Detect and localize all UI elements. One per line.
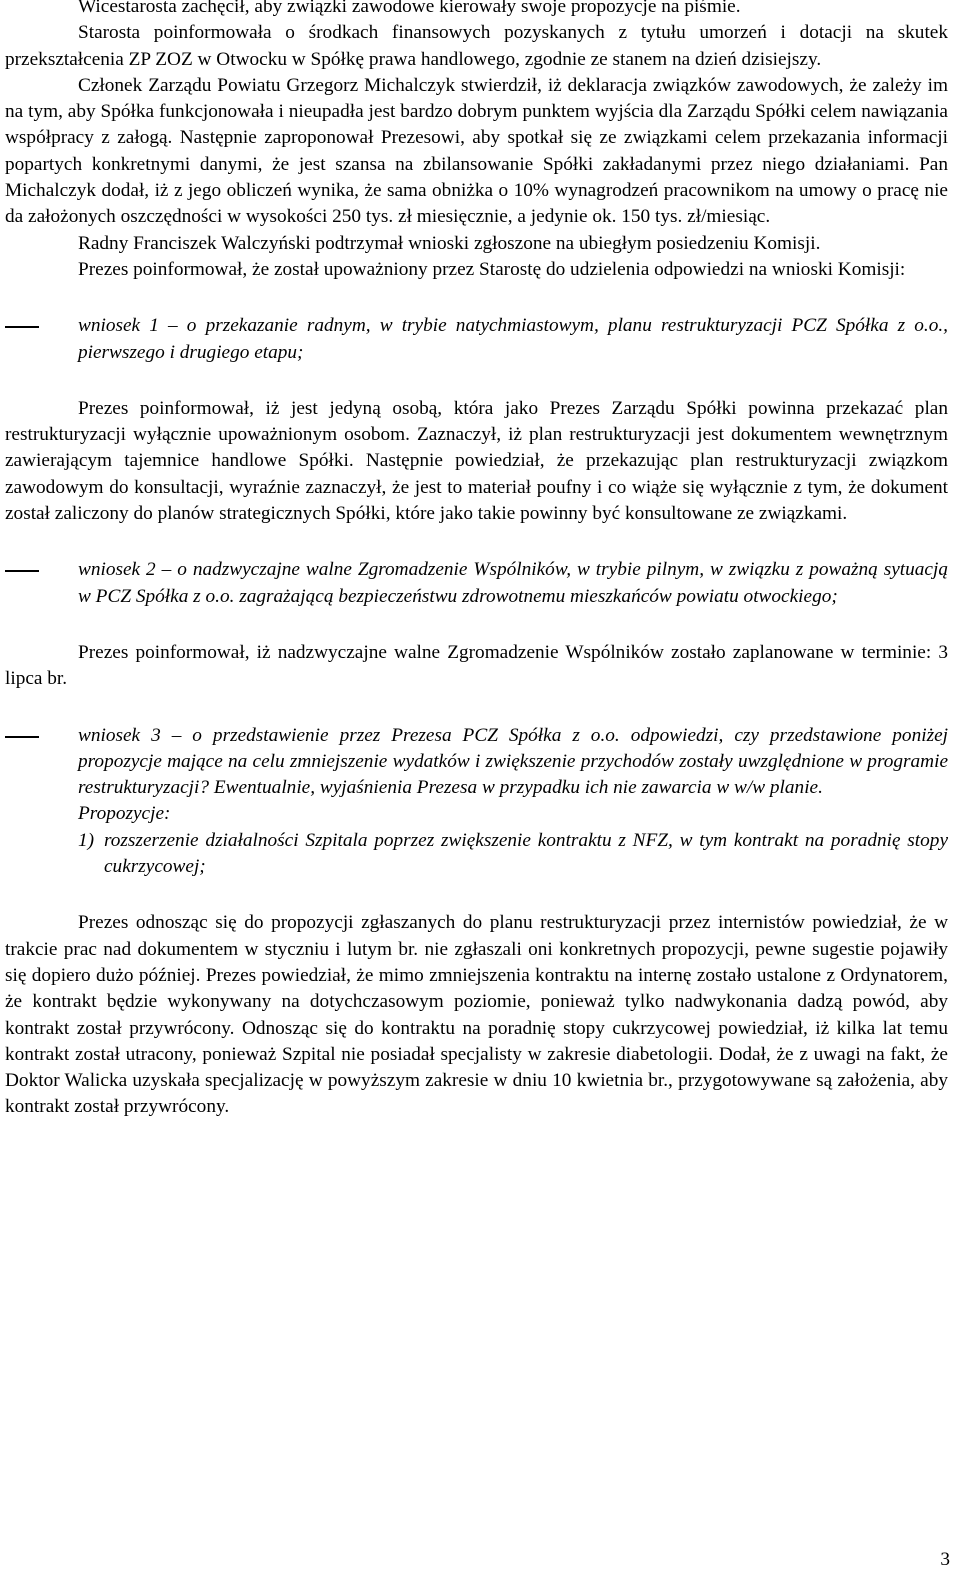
spacer xyxy=(5,693,948,723)
motion-1 xyxy=(5,313,948,366)
dash-bullet-icon xyxy=(5,736,39,738)
motion-2-text: wniosek 2 – o nadzwyczajne walne Zgromadzenie Wspólników, w trybie pilnym, w związku z poważną sytuacją w PCZ Spółka z o.o. zagrażającą bezpieczeństwu zdrowotnemu mieszkańców powiatu otwockiego; xyxy=(78,559,948,607)
spacer xyxy=(5,527,948,557)
motion-2 xyxy=(5,557,948,610)
paragraph-vice-starost: Wicestarosta zachęcił, aby związki zawodowe kierowały swoje propozycje na piśmie. xyxy=(78,0,741,17)
dash-bullet-icon xyxy=(5,326,39,328)
document-page xyxy=(5,0,948,1121)
proposal-text: rozszerzenie działalności Szpitala poprzez zwiększenie kontraktu z NFZ, w tym kontrakt na poradnię stopy cukrzycowej; xyxy=(104,829,948,878)
spacer xyxy=(5,366,948,396)
motion-1-text: wniosek 1 – o przekazanie radnym, w trybie natychmiastowym, planu restrukturyzacji PCZ Spółka z o.o., pierwszego i drugiego etapu; xyxy=(78,315,948,363)
paragraph-starost-funds: Starosta poinformowała o środkach finansowych pozyskanych z tytułu umorzeń i dotacji na skutek przekształcenia ZP ZOZ w Otwocku w Spółkę prawa handlowego, zgodnie ze stanem na dzień dzisiejszy. xyxy=(5,22,948,70)
paragraph-michalczyk: Członek Zarządu Powiatu Grzegorz Michalczyk stwierdził, iż deklaracja związków zawodowych, że zależy im na tym, aby Spółka funkcjonowała i nieupadła jest bardzo dobrym punktem wyjścia dla Zarządu Spółki celem nawiązania współpracy z załogą. Następnie zaproponował Prezesowi, aby spotkał się ze związkami celem przekazania informacji popartych konkretnymi danymi, że jest szansa na zbilansowanie Spółki zakładanymi przez niego działaniami. Pan Michalczyk dodał, iż z jego obliczeń wynika, że sama obniżka o 10% wynagrodzeń pracownikom na umowy o pracę nie da założonych oszczędności w wysokości 250 tys. zł miesięcznie, a jedynie ok. 150 tys. zł/miesiąc. xyxy=(5,74,948,228)
motion-3-proposal-1 xyxy=(78,828,948,881)
spacer xyxy=(5,610,948,640)
motion-3 xyxy=(5,723,948,881)
motion-3-text: wniosek 3 – o przedstawienie przez Prezesa PCZ Spółka z o.o. odpowiedzi, czy przedstawione poniżej propozycje mające na celu zmniejszenie wydatków i zwiększenie przychodów zostały uwzględnione w programie restrukturyzacji? Ewentualnie, wyjaśnienia Prezesa w przypadku ich nie zawarcia w w/w planie. xyxy=(78,724,948,799)
paragraph-walczynski: Radny Franciszek Walczyński podtrzymał wnioski zgłoszone na ubiegłym posiedzeniu Komisji. xyxy=(78,232,821,254)
paragraph-president-plan: Prezes poinformował, iż jest jedyną osobą, która jako Prezes Zarządu Spółki powinna przekazać plan restrukturyzacji wyłącznie upoważnionym osobom. Zaznaczył, iż plan restrukturyzacji jest dokumentem wewnętrznym zawierającym tajemnice handlowe Spółki. Następnie powiedział, że przekazując plan restrukturyzacji związkom zawodowym do konsultacji, wyraźnie zaznaczył, że jest to materiał poufny i co wiąże się wyłącznie z tym, że dokument został zaliczony do planów strategicznych Spółki, które jako takie powinny być konsultowane ze związkami. xyxy=(5,397,948,525)
paragraph-president-internists: Prezes odnosząc się do propozycji zgłaszanych do planu restrukturyzacji przez internistów powiedział, że w trakcie prac nad dokumentem w styczniu i lutym br. nie zgłaszali oni konkretnych propozycji, pewne sugestie pojawiły się dopiero dużo później. Prezes powiedział, że mimo zmniejszenia kontraktu na internę zostało ustalone z Ordynatorem, że kontrakt będzie wykonywany na dotychczasowym poziomie, ponieważ tylko nadwykonania dadzą powód, aby kontrakt został przywrócony. Odnosząc się do kontraktu na poradnię stopy cukrzycowej powiedział, iż kilka lat temu kontrakt został utracony, ponieważ Szpital nie posiadał specjalisty w zakresie diabetologii. Dodał, że z uwagi na fakt, że Doktor Walicka uzyskała specjalizację w powyższym zakresie w dniu 10 kwietnia br., przygotowywane są założenia, aby kontrakt został przywrócony. xyxy=(5,912,948,1118)
paragraph-president-assembly: Prezes poinformował, iż nadzwyczajne walne Zgromadzenie Wspólników zostało zaplanowane w terminie: 3 lipca br. xyxy=(5,641,948,690)
paragraph-president-authorized: Prezes poinformował, że został upoważniony przez Starostę do udzielenia odpowiedzi na wnioski Komisji: xyxy=(78,258,906,280)
proposal-number: 1) xyxy=(78,829,95,851)
spacer xyxy=(5,283,948,313)
spacer xyxy=(5,880,948,910)
motion-3-proposals-label: Propozycje: xyxy=(78,803,171,825)
dash-bullet-icon xyxy=(5,570,39,572)
page-number: 3 xyxy=(940,1549,950,1570)
